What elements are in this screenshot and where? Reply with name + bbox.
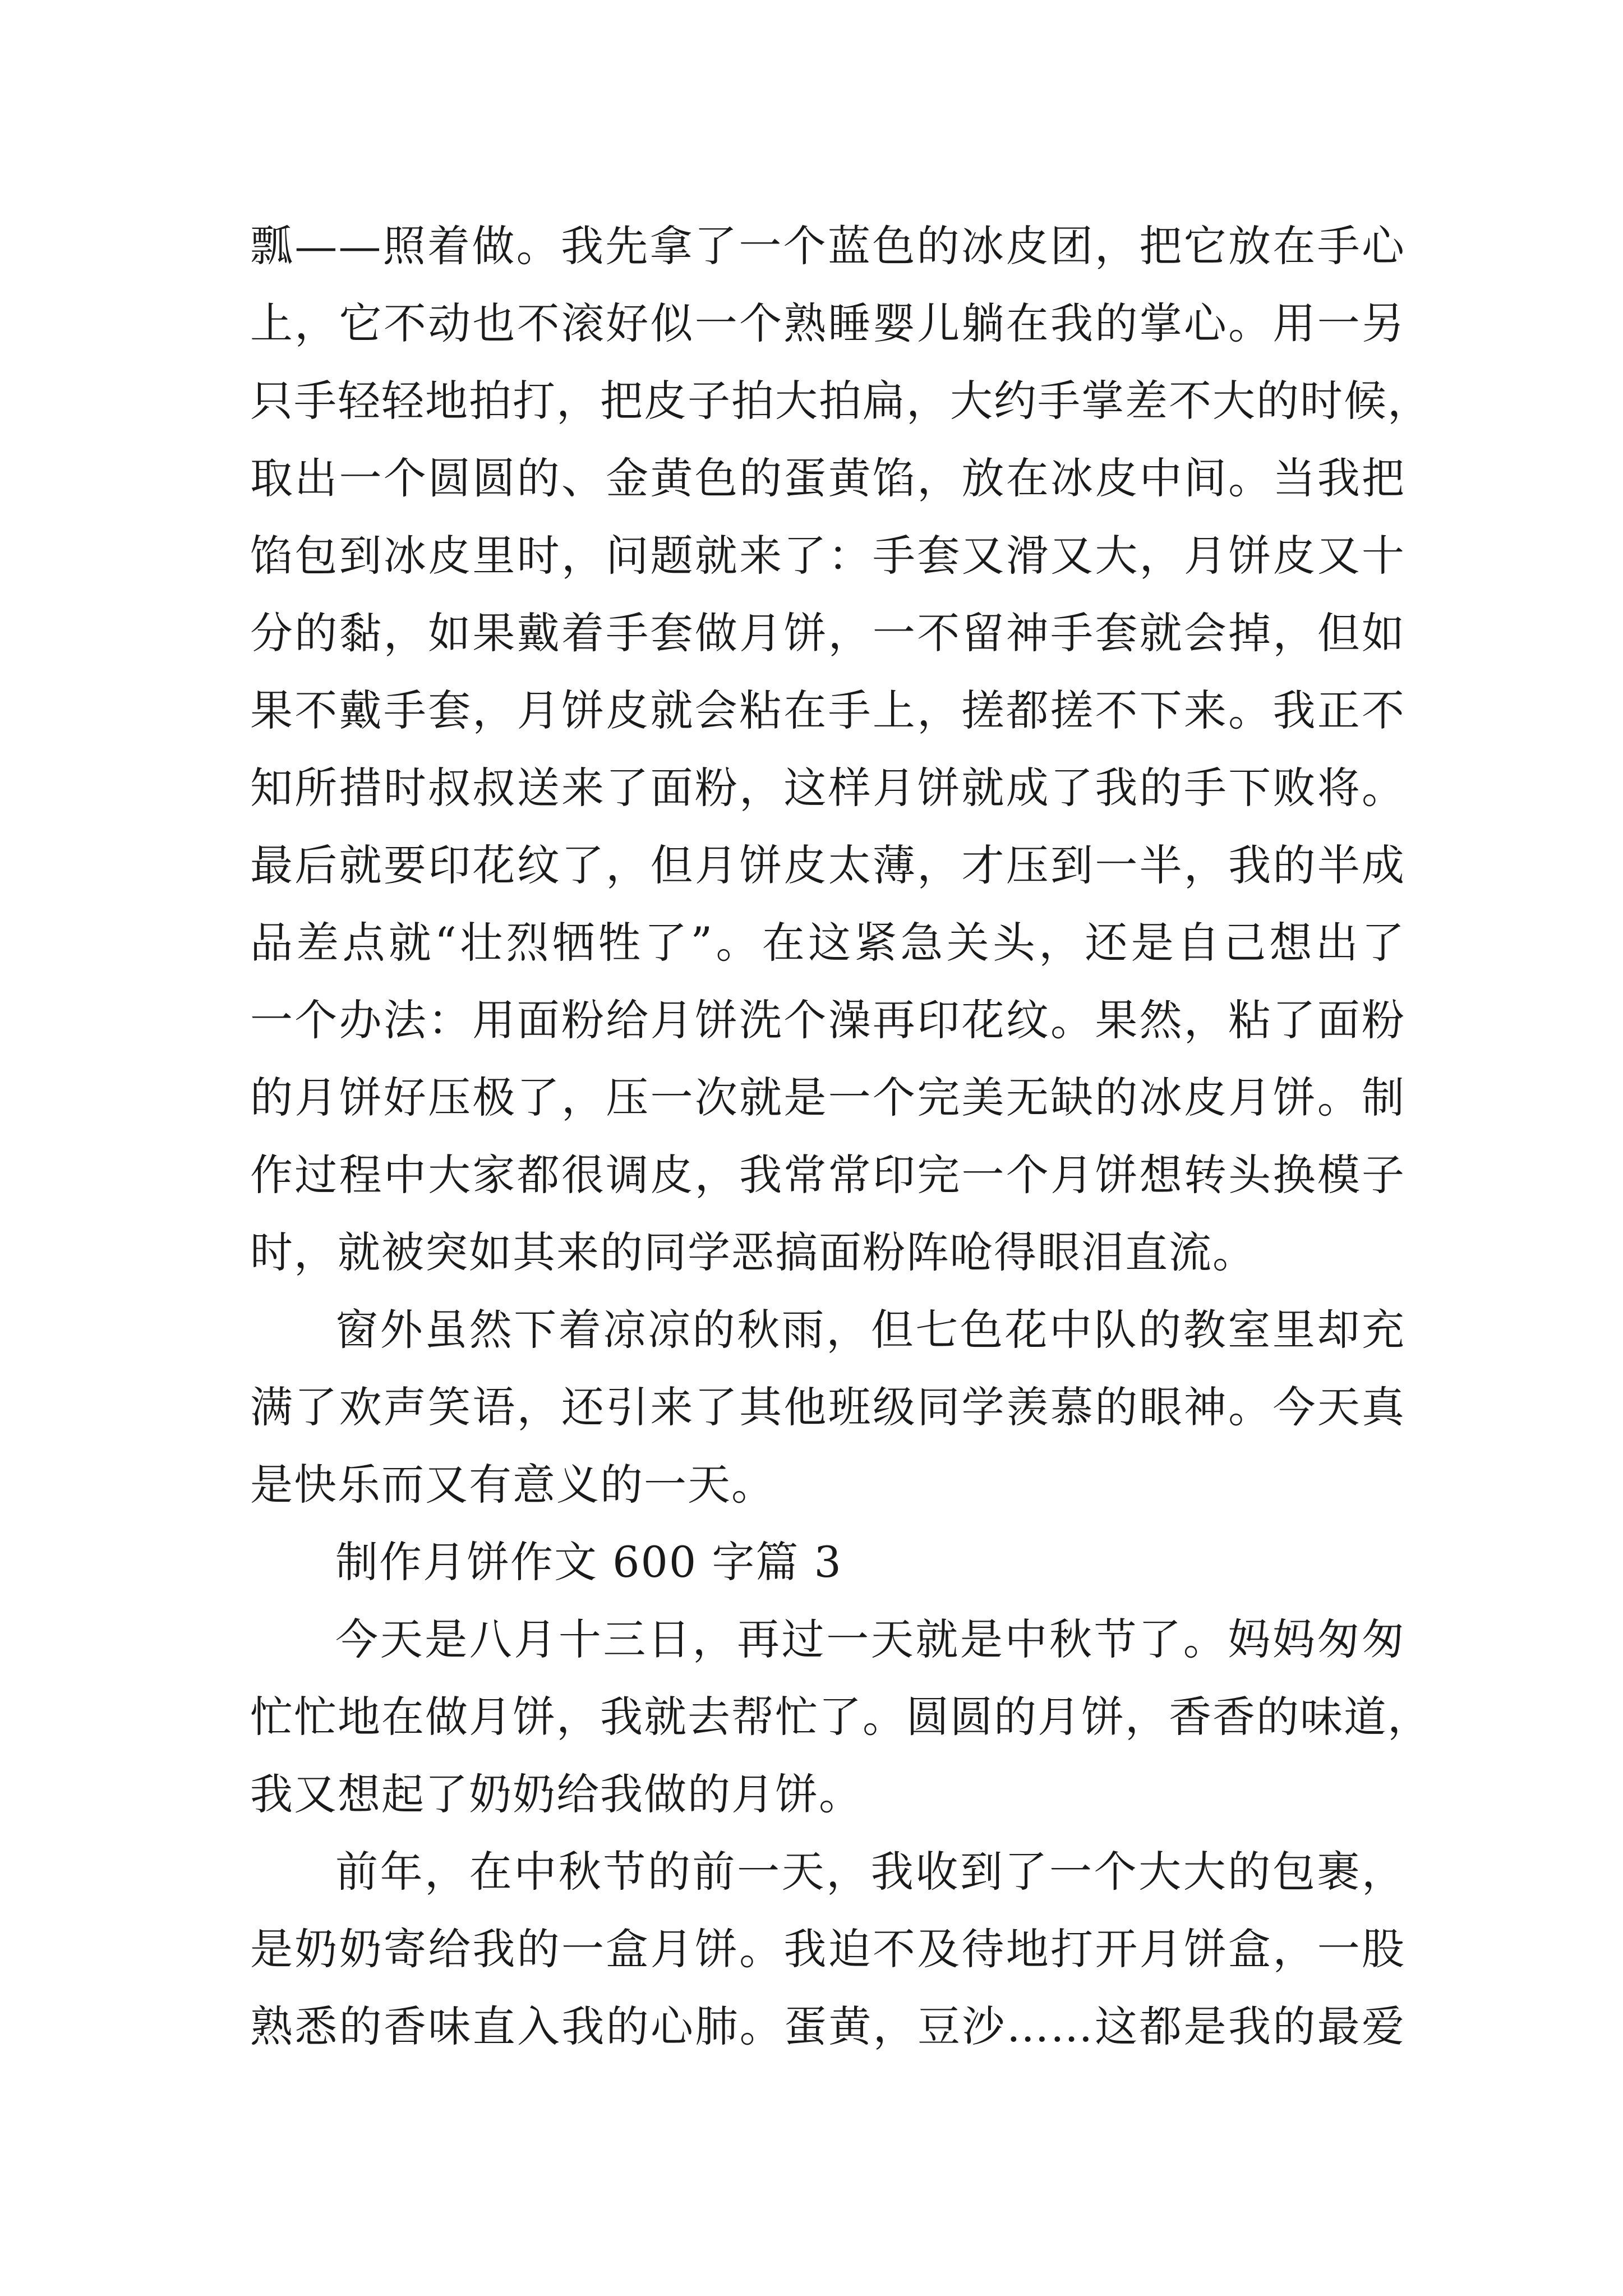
text-line: 熟悉的香味直入我的心肺。蛋黄，豆沙……这都是我的最爱 xyxy=(250,2001,1405,2051)
text-line: 前年，在中秋节的前一天，我收到了一个大大的包裹， xyxy=(335,1847,1405,1897)
text-line: 时，就被突如其来的同学恶搞面粉阵呛得眼泪直流。 xyxy=(250,1227,1256,1277)
text-line: 知所措时叔叔送来了面粉，这样月饼就成了我的手下败将。 xyxy=(250,763,1405,813)
section-heading: 制作月饼作文 600 字篇 3 xyxy=(335,1537,842,1587)
text-line: 是奶奶寄给我的一盒月饼。我迫不及待地打开月饼盒，一股 xyxy=(250,1924,1405,1974)
text-line: 满了欢声笑语，还引来了其他班级同学羡慕的眼神。今天真 xyxy=(250,1382,1405,1432)
text-line: 窗外虽然下着凉凉的秋雨，但七色花中队的教室里却充 xyxy=(335,1305,1405,1355)
text-line: 我又想起了奶奶给我做的月饼。 xyxy=(250,1769,863,1819)
text-line: 作过程中大家都很调皮，我常常印完一个月饼想转头换模子 xyxy=(250,1150,1405,1200)
text-line: 分的黏，如果戴着手套做月饼，一不留神手套就会掉，但如 xyxy=(250,608,1405,658)
text-line: 一个办法：用面粉给月饼洗个澡再印花纹。果然，粘了面粉 xyxy=(250,995,1405,1045)
text-line: 忙忙地在做月饼，我就去帮忙了。圆圆的月饼，香香的味道， xyxy=(250,1692,1431,1742)
document-body xyxy=(250,208,1431,2065)
text-line: 品差点就“壮烈牺牲了”。在这紧急关头，还是自己想出了 xyxy=(250,918,1405,968)
text-line: 瓢——照着做。我先拿了一个蓝色的冰皮团，把它放在手心 xyxy=(250,221,1405,271)
text-line: 只手轻轻地拍打，把皮子拍大拍扁，大约手掌差不大的时候， xyxy=(250,376,1431,426)
text-line: 果不戴手套，月饼皮就会粘在手上，搓都搓不下来。我正不 xyxy=(250,685,1405,735)
text-line: 今天是八月十三日，再过一天就是中秋节了。妈妈匆匆 xyxy=(335,1614,1405,1664)
text-line: 馅包到冰皮里时，问题就来了：手套又滑又大，月饼皮又十 xyxy=(250,531,1405,581)
text-line: 上，它不动也不滚好似一个熟睡婴儿躺在我的掌心。用一另 xyxy=(250,298,1405,348)
text-line: 是快乐而又有意义的一天。 xyxy=(250,1460,775,1510)
text-line: 最后就要印花纹了，但月饼皮太薄，才压到一半，我的半成 xyxy=(250,840,1405,890)
text-line: 取出一个圆圆的、金黄色的蛋黄馅，放在冰皮中间。当我把 xyxy=(250,453,1405,503)
text-line: 的月饼好压极了，压一次就是一个完美无缺的冰皮月饼。制 xyxy=(250,1073,1405,1122)
